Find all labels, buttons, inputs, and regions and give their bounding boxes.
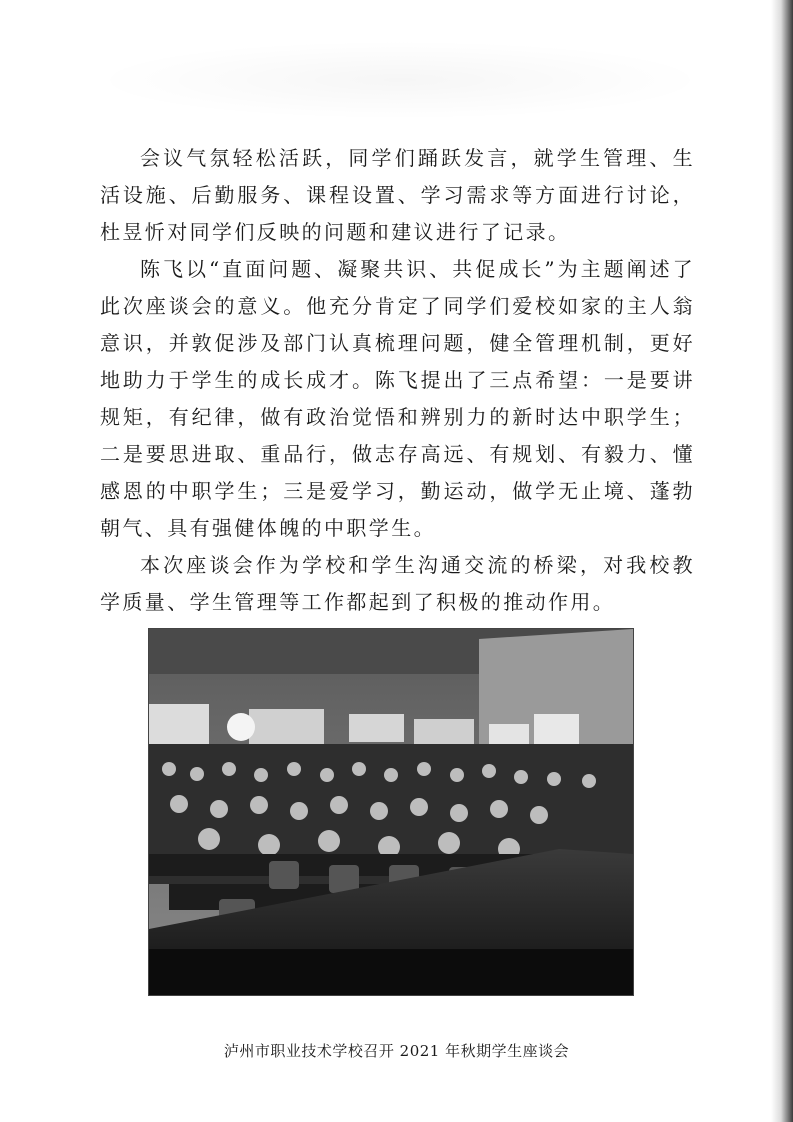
paragraph-conclusion: 本次座谈会作为学校和学生沟通交流的桥梁，对我校教学质量、学生管理等工作都起到了积极的推动作用。: [100, 553, 695, 614]
photo-caption: 泸州市职业技术学校召开 2021 年秋期学生座谈会: [223, 1042, 570, 1060]
meeting-photo: [148, 628, 634, 996]
scan-artifact: [90, 40, 710, 120]
paragraph-speech: 陈飞以“直面问题、凝聚共识、共促成长”为主题阐述了此次座谈会的意义。他充分肯定了同学们爱校如家的主人翁意识，并敦促涉及部门认真梳理问题，健全管理机制，更好地助力于学生的成长成才。陈飞提出了三点希望：一是要讲规矩，有纪律，做有政治觉悟和辨别力的新时达中职学生；二是要思进取、重品行，做志存高远、有规划、有毅力、懂感恩的中职学生；三是爱学习，勤运动，做学无止境、蓬勃朝气、具有强健体魄的中职学生。: [100, 257, 695, 540]
article-body: [100, 140, 695, 621]
paragraph-discussion: 会议气氛轻松活跃，同学们踊跃发言，就学生管理、生活设施、后勤服务、课程设置、学习需求等方面进行讨论，杜昱忻对同学们反映的问题和建议进行了记录。: [100, 146, 695, 244]
scan-edge-shadow: [771, 0, 793, 1122]
